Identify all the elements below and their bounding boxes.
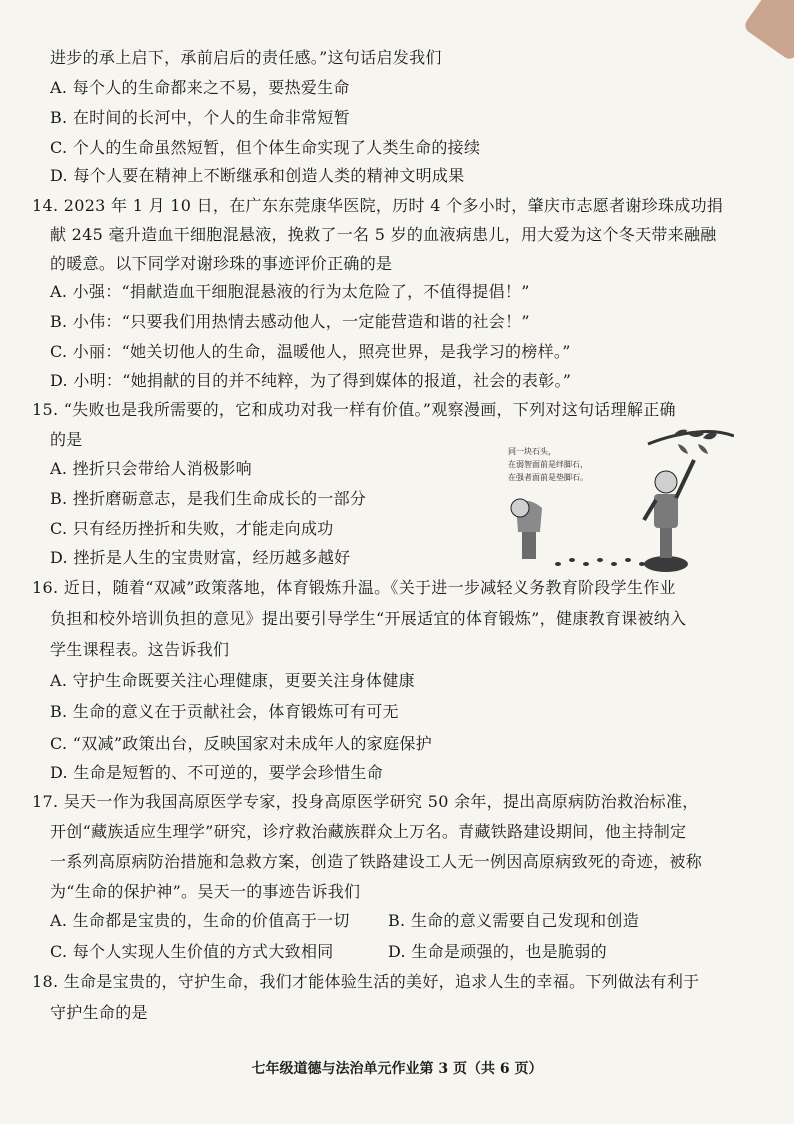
q17-option-d: D. 生命是顽强的，也是脆弱的 bbox=[388, 942, 607, 961]
q18-stem-line-1: 18. 生命是宝贵的，守护生命，我们才能体验生活的美好，追求人生的幸福。下列做法有利于 bbox=[32, 972, 700, 991]
intro-option-a: A. 每个人的生命都来之不易，要热爱生命 bbox=[50, 78, 350, 97]
q16-option-b: B. 生命的意义在于贡献社会，体育锻炼可有可无 bbox=[50, 702, 399, 721]
cartoon-caption-1: 同一块石头， bbox=[508, 447, 556, 456]
q14-option-a: A. 小强：“捐献造血干细胞混悬液的行为太危险了，不值得提倡！” bbox=[50, 282, 530, 301]
page-footer: 七年级道德与法治单元作业第 3 页（共 6 页） bbox=[251, 1061, 543, 1077]
q17-stem-line-3: 一系列高原病防治措施和急救方案，创造了铁路建设工人无一例因高原病致死的奇迹，被称 bbox=[50, 852, 703, 871]
q15-option-a: A. 挫折只会带给人消极影响 bbox=[50, 459, 252, 478]
q15-stem-line-1: 15. “失败也是我所需要的，它和成功对我一样有价值。”观察漫画，下列对这句话理解正确 bbox=[32, 400, 676, 419]
intro-option-c: C. 个人的生命虽然短暂，但个体生命实现了人类生命的接续 bbox=[50, 138, 481, 157]
q14-stem-line-2: 献 245 毫升造血干细胞混悬液，挽救了一名 5 岁的血液病患儿，用大爱为这个冬天带来融融 bbox=[50, 225, 717, 244]
q16-option-a: A. 守护生命既要关注心理健康，更要关注身体健康 bbox=[50, 671, 415, 690]
q15-stem-line-2: 的是 bbox=[50, 430, 83, 449]
q15-option-b: B. 挫折磨砺意志，是我们生命成长的一部分 bbox=[50, 489, 367, 508]
q16-option-d: D. 生命是短暂的、不可逆的，要学会珍惜生命 bbox=[50, 763, 384, 782]
q14-option-b: B. 小伟：“只要我们用热情去感动他人，一定能营造和谐的社会！” bbox=[50, 312, 530, 331]
cartoon-caption-3: 在强者面前是垫脚石。 bbox=[508, 473, 588, 482]
q16-option-c: C. “双减”政策出台，反映国家对未成年人的家庭保护 bbox=[50, 734, 433, 753]
q17-option-c: C. 每个人实现人生价值的方式大致相同 bbox=[50, 942, 334, 961]
q14-stem-line-3: 的暖意。以下同学对谢珍珠的事迹评价正确的是 bbox=[50, 254, 393, 273]
q17-option-a: A. 生命都是宝贵的，生命的价值高于一切 bbox=[50, 911, 350, 930]
q17-stem-line-4: 为“生命的保护神”。吴天一的事迹告诉我们 bbox=[50, 882, 361, 901]
intro-option-b: B. 在时间的长河中，个人的生命非常短暂 bbox=[50, 108, 350, 127]
q15-option-d: D. 挫折是人生的宝贵财富，经历越多越好 bbox=[50, 548, 351, 567]
q16-stem-line-2: 负担和校外培训负担的意见》提出要引导学生“开展适宜的体育锻炼”，健康教育课被纳入 bbox=[50, 609, 687, 628]
q18-stem-line-2: 守护生命的是 bbox=[50, 1003, 148, 1022]
q17-option-b: B. 生命的意义需要自己发现和创造 bbox=[388, 911, 640, 930]
q14-option-c: C. 小丽：“她关切他人的生命，温暖他人，照亮世界，是我学习的榜样。” bbox=[50, 342, 571, 361]
q15-option-c: C. 只有经历挫折和失败，才能走向成功 bbox=[50, 519, 334, 538]
q17-stem-line-1: 17. 吴天一作为我国高原医学专家，投身高原医学研究 50 余年，提出高原病防治救治标准， bbox=[32, 792, 699, 811]
q15-cartoon-illustration bbox=[498, 424, 734, 574]
intro-line: 进步的承上启下，承前启后的责任感。”这句话启发我们 bbox=[50, 48, 442, 67]
q16-stem-line-1: 16. 近日，随着“双减”政策落地，体育锻炼升温。《关于进一步减轻义务教育阶段学生作业 bbox=[32, 578, 676, 597]
intro-option-d: D. 每个人要在精神上不断继承和创造人类的精神文明成果 bbox=[50, 166, 465, 185]
q14-option-d: D. 小明：“她捐献的目的并不纯粹，为了得到媒体的报道，社会的表彰。” bbox=[50, 371, 572, 390]
q16-stem-line-3: 学生课程表。这告诉我们 bbox=[50, 640, 230, 659]
cartoon-caption-2: 在弱智面前是绊脚石， bbox=[508, 460, 588, 469]
q14-stem-line-1: 14. 2023 年 1 月 10 日，在广东东莞康华医院，历时 4 个多小时，肇庆市志愿者谢珍珠成功捐 bbox=[32, 196, 724, 215]
q17-stem-line-2: 开创“藏族适应生理学”研究，诊疗救治藏族群众上万名。青藏铁路建设期间，他主持制定 bbox=[50, 822, 687, 841]
